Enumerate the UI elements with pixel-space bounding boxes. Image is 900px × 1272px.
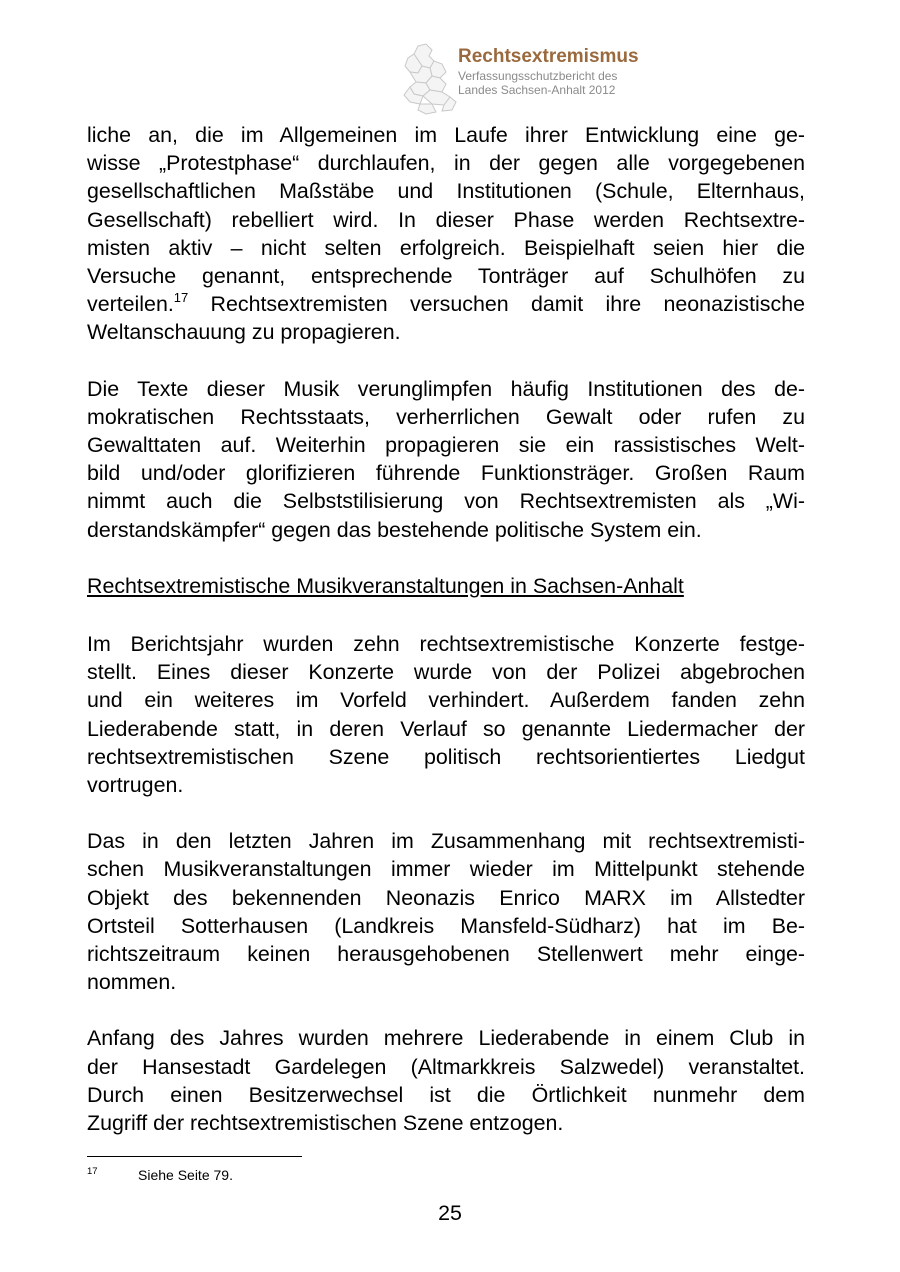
text-line: Zugriff der rechtsextremistischen Szene entzogen.: [87, 1111, 564, 1136]
text-line: wisse „Protestphase“ durchlaufen, in der gegen alle vorgegebenen: [87, 151, 805, 176]
text-line: nimmt auch die Selbststilisierung von Rechtsextremisten als „Wi-: [87, 489, 805, 514]
text-line: Die Texte dieser Musik verunglimpfen häufig Institutionen des de-: [87, 376, 805, 401]
page-number: 25: [438, 1201, 462, 1225]
footnote-text: Siehe Seite 79.: [138, 1167, 233, 1183]
text-line-with-footnote: [87, 290, 805, 318]
text-line: Versuche genannt, entsprechende Tonträger auf Schulhöfen zu: [87, 264, 805, 289]
text-line: Im Berichtsjahr wurden zehn rechtsextremistische Konzerte festge-: [87, 632, 805, 657]
text-line: bild und/oder glorifizieren führende Funktionsträger. Großen Raum: [87, 461, 805, 486]
text-line: Liederabende statt, in deren Verlauf so genannte Liedermacher der: [87, 716, 805, 741]
paragraph-2: [87, 375, 805, 544]
text-line: Gesellschaft) rebelliert wird. In dieser Phase werden Rechtsextre-: [87, 207, 805, 232]
text-line: vortrugen.: [87, 773, 184, 798]
text-line: richtszeitraum keinen herausgehobenen Stellenwert mehr einge-: [87, 942, 805, 967]
header-title: Rechtsextremismus: [458, 46, 639, 67]
text-line: rechtsextremistischen Szene politisch rechtsorientiertes Liedgut: [87, 744, 805, 769]
text-line: liche an, die im Allgemeinen im Laufe ihrer Entwicklung eine ge-: [87, 123, 805, 147]
text-line: Das in den letzten Jahren im Zusammenhang mit rechtsextremisti-: [87, 829, 805, 854]
text-line: nommen.: [87, 970, 177, 995]
text-line: derstandskämpfer“ gegen das bestehende politische System ein.: [87, 517, 702, 542]
text-line: Gewalttaten auf. Weiterhin propagieren sie ein rassistisches Welt-: [87, 433, 805, 458]
section-paragraph-1: [87, 630, 805, 799]
section-heading: Rechtsextremistische Musikveranstaltungen in Sachsen-Anhalt: [87, 573, 684, 598]
page-header: [396, 42, 716, 122]
header-subtitle-line-1: Verfassungsschutzbericht des: [458, 69, 618, 83]
section-paragraph-2: [87, 827, 805, 996]
text-line: und ein weiteres im Vorfeld verhindert. Außerdem fanden zehn: [87, 688, 805, 713]
text-line: Objekt des bekennenden Neonazis Enrico MARX im Allstedter: [87, 885, 805, 910]
header-subtitle-line-2: Landes Sachsen-Anhalt 2012: [458, 82, 616, 97]
section-paragraph-3: [87, 1024, 805, 1137]
text-segment: Rechtsextremisten versuchen damit ihre neonazistische: [188, 292, 805, 317]
paragraph-1: [87, 121, 805, 347]
text-line: schen Musikveranstaltungen immer wieder im Mittelpunkt stehende: [87, 857, 805, 882]
text-line: mokratischen Rechtsstaats, verherrlichen Gewalt oder rufen zu: [87, 404, 805, 429]
sachsen-anhalt-map-icon: [396, 42, 460, 116]
text-line: gesellschaftlichen Maßstäbe und Institutionen (Schule, Elternhaus,: [87, 179, 805, 204]
text-line: misten aktiv – nicht selten erfolgreich. Beispielhaft seien hier die: [87, 235, 805, 260]
footnote-number: 17: [87, 1166, 98, 1177]
text-line: Durch einen Besitzerwechsel ist die Örtlichkeit nunmehr dem: [87, 1082, 805, 1107]
header-subtitle: [458, 70, 617, 97]
text-line: der Hansestadt Gardelegen (Altmarkkreis Salzwedel) veranstaltet.: [87, 1054, 805, 1079]
text-line: Anfang des Jahres wurden mehrere Liederabende in einem Club in: [87, 1026, 805, 1051]
footnote-reference: 17: [173, 290, 189, 306]
text-segment: verteilen.: [87, 292, 174, 317]
text-line: Weltanschauung zu propagieren.: [87, 320, 401, 345]
text-line: stellt. Eines dieser Konzerte wurde von der Polizei abgebrochen: [87, 660, 805, 685]
document-body: [87, 121, 805, 1165]
footnote-separator: [87, 1156, 302, 1157]
text-line: Ortsteil Sotterhausen (Landkreis Mansfeld-Südharz) hat im Be-: [87, 913, 805, 938]
